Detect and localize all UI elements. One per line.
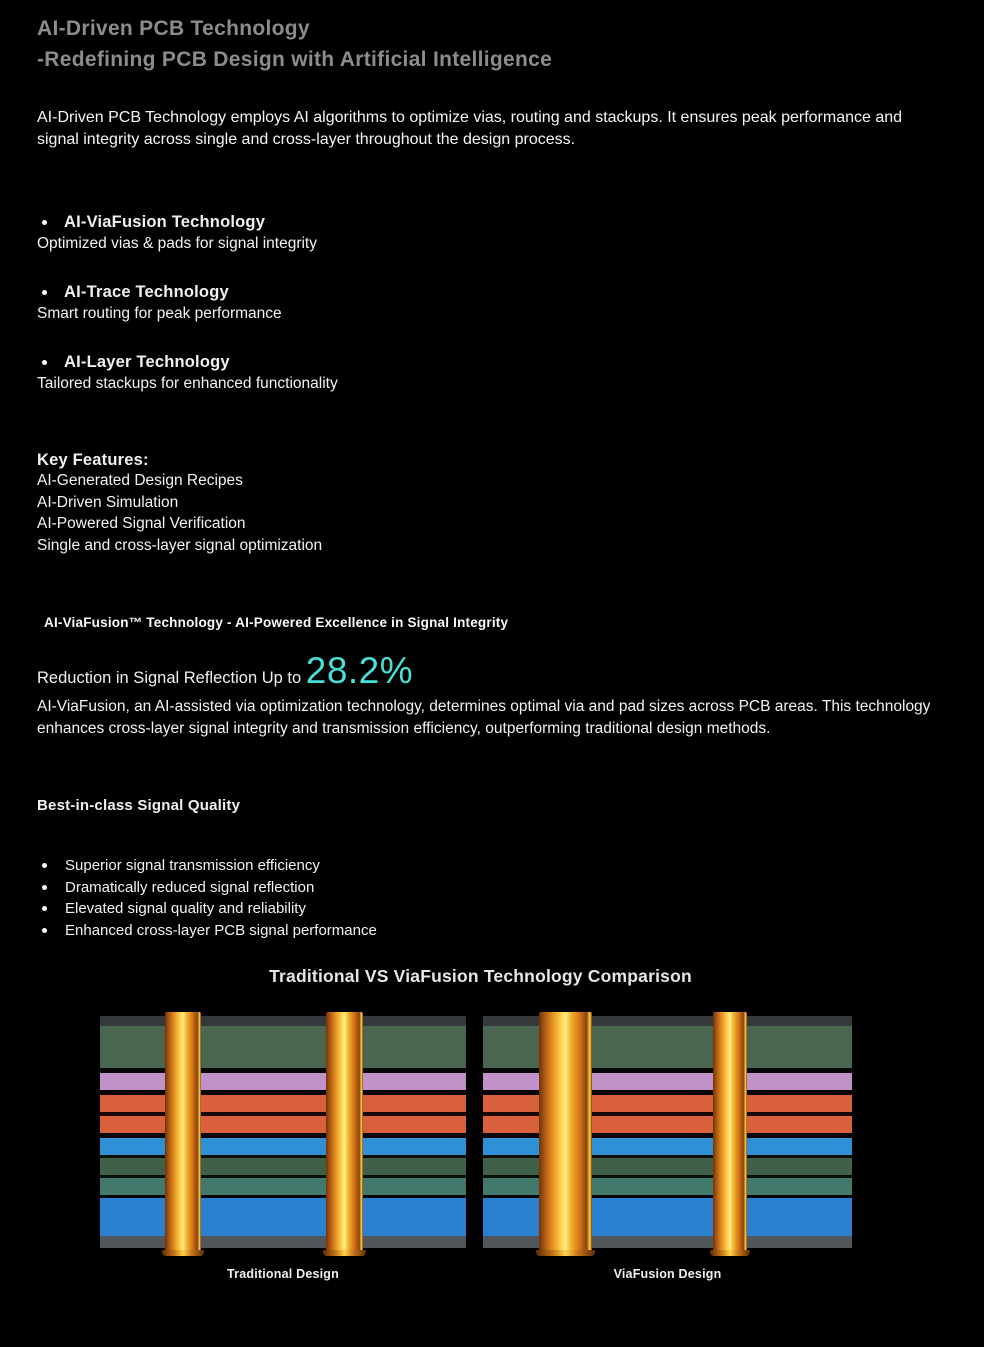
list-item (37, 920, 944, 942)
pcb-layer-core-green (100, 1026, 466, 1068)
pcb-layer-core-blue (100, 1198, 466, 1236)
tech-title: AI-ViaFusion Technology (64, 213, 266, 231)
bullet-text: Dramatically reduced signal reflection (65, 878, 315, 896)
page-title (37, 13, 944, 75)
via-barrel (713, 1012, 747, 1254)
list-item (37, 877, 944, 899)
bullet-dot-icon (42, 906, 47, 911)
pcb-layer-copper-orange-1 (100, 1095, 466, 1112)
key-feature-item: AI-Powered Signal Verification (37, 515, 246, 532)
bullet-dot-icon (42, 290, 47, 295)
pcb-layer-power-teal (100, 1178, 466, 1195)
bullet-dot-icon (42, 928, 47, 933)
pcb-layer-stack (100, 1016, 466, 1248)
key-feature-item: Single and cross-layer signal optimization (37, 536, 323, 554)
bullet-dot-icon (42, 220, 47, 225)
tech-title: AI-Trace Technology (64, 283, 229, 301)
tech-description: Smart routing for peak performance (37, 305, 282, 322)
comparison-graphic (100, 1016, 944, 1248)
stat-value: 28.2% (305, 650, 414, 691)
pcb-panel-traditional (100, 1016, 466, 1248)
bullet-text: Superior signal transmission efficiency (65, 857, 320, 875)
via-barrel (326, 1012, 363, 1254)
panel-caption-viafusion: ViaFusion Design (613, 1267, 722, 1281)
comparison-section (37, 966, 944, 1281)
tech-title: AI-Layer Technology (64, 353, 230, 371)
list-item-trace (37, 283, 944, 323)
reflection-stat (37, 650, 944, 692)
bullet-text: Elevated signal quality and reliability (65, 900, 306, 918)
intro-paragraph: AI-Driven PCB Technology employs AI algorithms to optimize vias, routing and stackups. It ensures peak performance and signal integrity across single and cross-layer throughout the design process. (37, 109, 903, 148)
bullet-text: Enhanced cross-layer PCB signal performance (65, 921, 377, 939)
comparison-title: Traditional VS ViaFusion Technology Comparison (269, 966, 692, 986)
viafusion-description: AI-ViaFusion, an AI-assisted via optimization technology, determines optimal via and pad sizes across PCB areas. This technology enhances cross-layer signal integrity and transmission efficiency, outperforming traditional design methods. (37, 698, 931, 737)
bullet-dot-icon (42, 863, 47, 868)
panel-caption-traditional: Traditional Design (227, 1267, 339, 1281)
technology-list (37, 213, 944, 393)
list-item-viafusion (37, 213, 944, 253)
list-item-layer (37, 353, 944, 393)
pcb-layer-surface-gray (100, 1016, 466, 1026)
key-features-section (37, 451, 944, 556)
tech-description: Tailored stackups for enhanced functionality (37, 375, 338, 392)
bullet-dot-icon (42, 885, 47, 890)
page-title-line1: AI-Driven PCB Technology (37, 17, 310, 40)
viafusion-section-heading: AI-ViaFusion™ Technology - AI-Powered Excellence in Signal Integrity (44, 615, 509, 630)
key-feature-item: AI-Generated Design Recipes (37, 472, 243, 489)
bullet-dot-icon (42, 360, 47, 365)
page-title-line2: -Redefining PCB Design with Artificial Intelligence (37, 48, 553, 71)
pcb-layer-signal-plum (100, 1073, 466, 1090)
pcb-layer-ground-green (100, 1158, 466, 1175)
list-item (37, 898, 944, 920)
stat-label: Reduction in Signal Reflection Up to (37, 669, 306, 687)
via-barrel (539, 1012, 592, 1254)
key-features-heading: Key Features: (37, 451, 149, 469)
pcb-layer-signal-blue (100, 1138, 466, 1155)
list-item (37, 855, 944, 877)
key-feature-item: AI-Driven Simulation (37, 493, 179, 511)
via-barrel (165, 1012, 201, 1254)
signal-quality-heading: Best-in-class Signal Quality (37, 797, 241, 814)
pcb-layer-copper-orange-2 (100, 1116, 466, 1133)
signal-quality-list (37, 855, 944, 941)
pcb-layer-base-gray (100, 1236, 466, 1248)
comparison-captions (100, 1267, 944, 1281)
tech-description: Optimized vias & pads for signal integrity (37, 235, 317, 252)
pcb-panel-viafusion (483, 1016, 852, 1248)
